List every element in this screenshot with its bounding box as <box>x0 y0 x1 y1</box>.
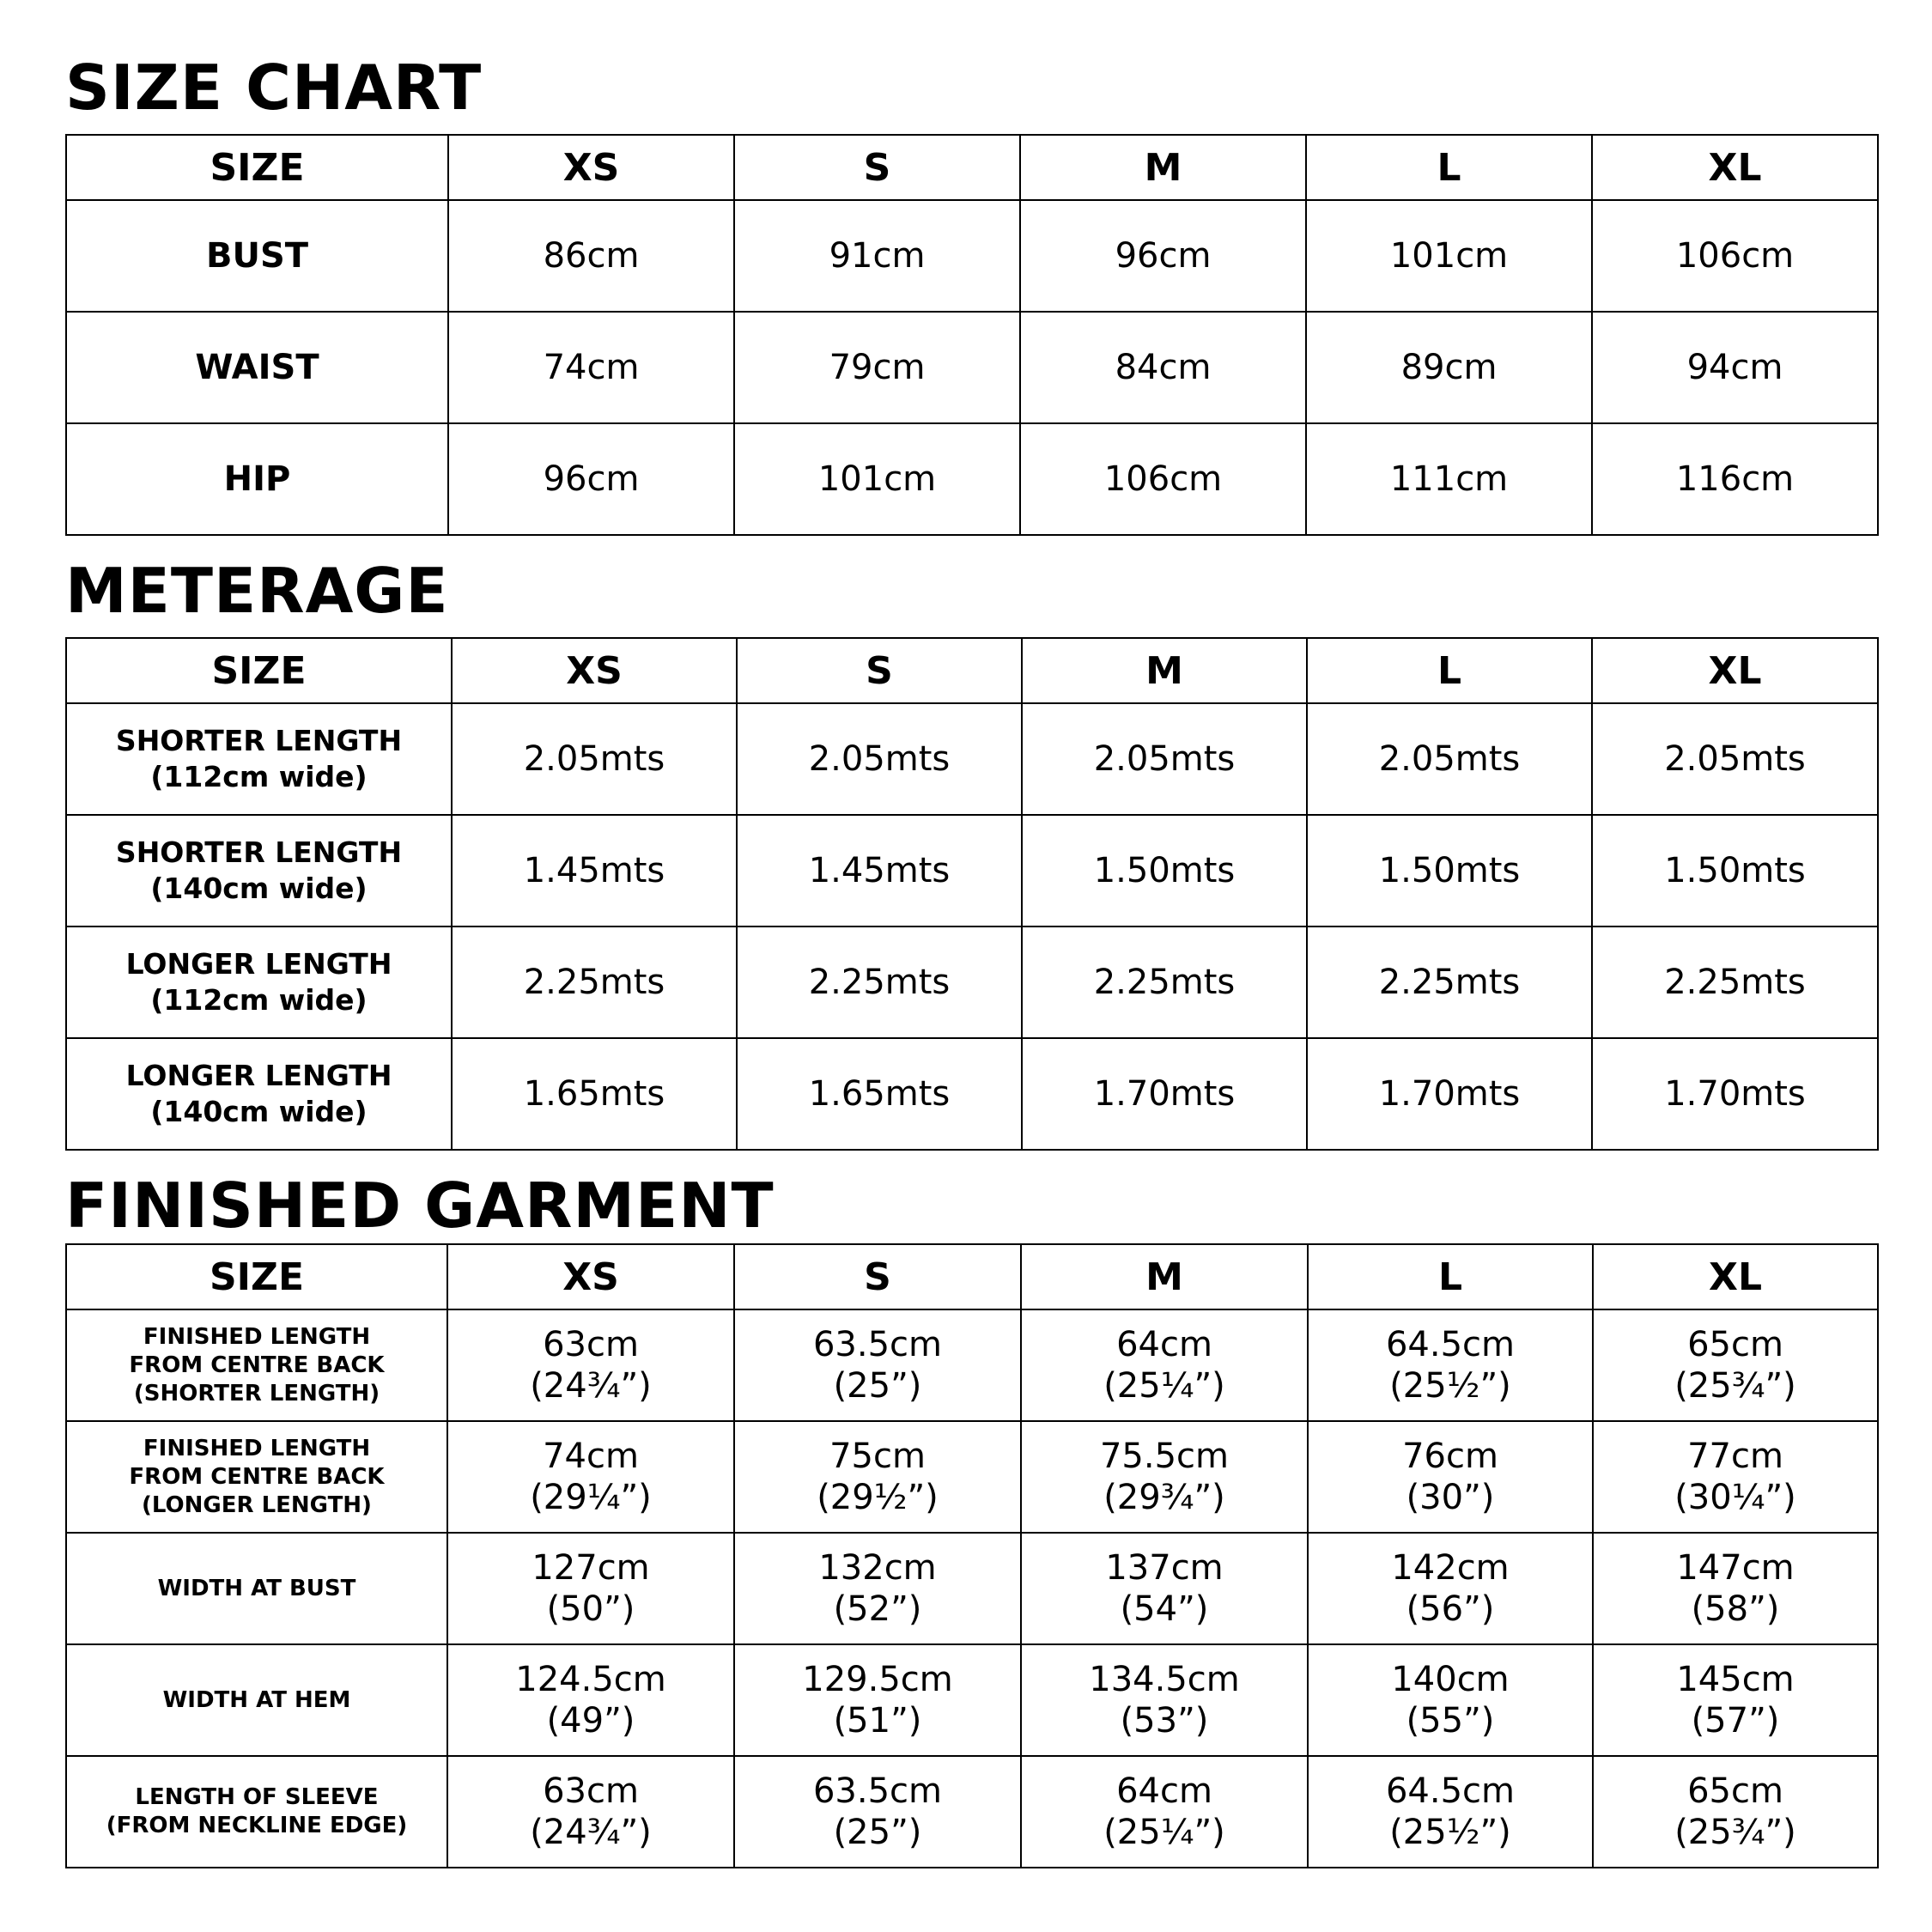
row-label <box>66 703 452 815</box>
value-cell <box>734 1644 1021 1756</box>
value-cell <box>1308 1756 1593 1868</box>
row-label-line: (112cm wide) <box>150 760 368 793</box>
value-cm: 132cm <box>818 1548 937 1588</box>
row-label <box>66 1756 447 1868</box>
size-chart-table <box>65 134 1879 536</box>
value-cell <box>447 1421 734 1533</box>
value-cell: 1.70mts <box>1307 1038 1592 1150</box>
value-cell <box>1593 1644 1878 1756</box>
value-cell <box>734 1309 1021 1421</box>
value-cell <box>447 1644 734 1756</box>
value-cell: 1.50mts <box>1307 815 1592 927</box>
value-cell: 1.65mts <box>452 1038 737 1150</box>
value-inches: (25½”) <box>1389 1366 1511 1406</box>
row-label: HIP <box>66 423 448 535</box>
value-cell: 2.05mts <box>1022 703 1307 815</box>
value-cell <box>1308 1421 1593 1533</box>
value-cell <box>1021 1421 1308 1533</box>
value-cell <box>1308 1309 1593 1421</box>
value-inches: (30¼”) <box>1674 1478 1796 1517</box>
value-cell <box>1593 1756 1878 1868</box>
value-cell <box>1021 1309 1308 1421</box>
value-cell <box>447 1533 734 1644</box>
header-cell: SIZE <box>66 135 448 200</box>
header-cell: S <box>737 638 1022 703</box>
value-cell <box>734 1421 1021 1533</box>
value-cell: 89cm <box>1306 312 1592 423</box>
header-cell: XL <box>1592 638 1878 703</box>
table-row <box>66 927 1878 1038</box>
value-cell: 79cm <box>734 312 1020 423</box>
value-inches: (29½”) <box>817 1478 939 1517</box>
value-inches: (25½”) <box>1389 1813 1511 1852</box>
value-cell <box>447 1309 734 1421</box>
header-cell: M <box>1021 1244 1308 1309</box>
row-label-line: (112cm wide) <box>150 983 368 1017</box>
meterage-table <box>65 637 1879 1151</box>
row-label-line: WIDTH AT BUST <box>157 1575 356 1601</box>
table-row <box>66 1309 1878 1421</box>
value-cell: 2.25mts <box>1022 927 1307 1038</box>
value-cm: 64cm <box>1116 1325 1212 1364</box>
finished-garment-header-row <box>66 1244 1878 1309</box>
value-cm: 63cm <box>543 1771 639 1811</box>
value-cell <box>1308 1644 1593 1756</box>
value-inches: (29¾”) <box>1103 1478 1225 1517</box>
value-cell: 86cm <box>448 200 734 312</box>
value-cm: 75cm <box>829 1437 926 1476</box>
value-inches: (52”) <box>833 1589 922 1629</box>
meterage-header-row <box>66 638 1878 703</box>
row-label-line: (140cm wide) <box>150 872 368 905</box>
table-row <box>66 312 1878 423</box>
value-cell: 1.70mts <box>1022 1038 1307 1150</box>
table-row <box>66 1644 1878 1756</box>
header-cell: M <box>1022 638 1307 703</box>
value-cell: 74cm <box>448 312 734 423</box>
value-cell: 2.05mts <box>737 703 1022 815</box>
header-cell: XL <box>1592 135 1878 200</box>
value-cm: 74cm <box>543 1437 639 1476</box>
row-label-line: (LONGER LENGTH) <box>142 1492 372 1518</box>
row-label-line: LONGER LENGTH <box>125 1059 392 1092</box>
value-cm: 142cm <box>1391 1548 1510 1588</box>
table-row <box>66 1421 1878 1533</box>
value-inches: (50”) <box>546 1589 635 1629</box>
row-label: WAIST <box>66 312 448 423</box>
value-cm: 64.5cm <box>1385 1325 1516 1364</box>
value-cm: 129.5cm <box>802 1660 953 1699</box>
value-cm: 127cm <box>532 1548 650 1588</box>
row-label <box>66 1309 447 1421</box>
size-chart-header-row <box>66 135 1878 200</box>
value-cell: 111cm <box>1306 423 1592 535</box>
table-row <box>66 1038 1878 1150</box>
table-row <box>66 200 1878 312</box>
row-label-line: LENGTH OF SLEEVE <box>135 1784 379 1810</box>
header-cell: SIZE <box>66 1244 447 1309</box>
row-label-line: WIDTH AT HEM <box>162 1686 351 1713</box>
row-label-line: SHORTER LENGTH <box>115 724 403 757</box>
value-cm: 75.5cm <box>1099 1437 1230 1476</box>
value-inches: (53”) <box>1120 1701 1209 1741</box>
table-row <box>66 423 1878 535</box>
row-label-line: LONGER LENGTH <box>125 947 392 981</box>
value-inches: (56”) <box>1406 1589 1495 1629</box>
value-cm: 65cm <box>1687 1771 1783 1811</box>
value-cm: 140cm <box>1391 1660 1510 1699</box>
value-cell <box>1308 1533 1593 1644</box>
table-row <box>66 703 1878 815</box>
size-chart-title: SIZE CHART <box>65 52 483 124</box>
table-row <box>66 815 1878 927</box>
value-inches: (49”) <box>546 1701 635 1741</box>
row-label <box>66 815 452 927</box>
finished-garment-title: FINISHED GARMENT <box>65 1170 775 1242</box>
header-cell: SIZE <box>66 638 452 703</box>
value-cell <box>1021 1644 1308 1756</box>
header-cell: L <box>1307 638 1592 703</box>
value-cell: 96cm <box>448 423 734 535</box>
value-cm: 145cm <box>1676 1660 1795 1699</box>
header-cell: XS <box>452 638 737 703</box>
header-cell: S <box>734 135 1020 200</box>
header-cell: S <box>734 1244 1021 1309</box>
value-cm: 64cm <box>1116 1771 1212 1811</box>
row-label <box>66 1644 447 1756</box>
value-cell: 94cm <box>1592 312 1878 423</box>
value-inches: (29¼”) <box>530 1478 652 1517</box>
value-cell: 2.05mts <box>1592 703 1878 815</box>
row-label-line: (SHORTER LENGTH) <box>133 1380 380 1406</box>
header-cell: XS <box>448 135 734 200</box>
value-cell: 101cm <box>1306 200 1592 312</box>
value-cell: 1.45mts <box>737 815 1022 927</box>
value-cell <box>734 1756 1021 1868</box>
row-label-line: FINISHED LENGTH <box>143 1435 371 1461</box>
value-cm: 134.5cm <box>1089 1660 1240 1699</box>
table-row <box>66 1756 1878 1868</box>
value-cell: 106cm <box>1020 423 1306 535</box>
value-cm: 65cm <box>1687 1325 1783 1364</box>
row-label-line: SHORTER LENGTH <box>115 835 403 869</box>
value-cell: 106cm <box>1592 200 1878 312</box>
value-inches: (58”) <box>1691 1589 1780 1629</box>
value-cell: 2.25mts <box>1592 927 1878 1038</box>
value-inches: (24¾”) <box>530 1813 652 1852</box>
row-label-line: FROM CENTRE BACK <box>129 1463 385 1490</box>
value-cell: 1.65mts <box>737 1038 1022 1150</box>
header-cell: XL <box>1593 1244 1878 1309</box>
value-inches: (25¾”) <box>1674 1813 1796 1852</box>
value-cell: 2.25mts <box>737 927 1022 1038</box>
header-cell: M <box>1020 135 1306 200</box>
value-cell: 1.70mts <box>1592 1038 1878 1150</box>
value-inches: (25”) <box>833 1813 922 1852</box>
value-cell: 1.50mts <box>1022 815 1307 927</box>
value-cell: 2.05mts <box>452 703 737 815</box>
row-label: BUST <box>66 200 448 312</box>
value-cell: 91cm <box>734 200 1020 312</box>
value-inches: (24¾”) <box>530 1366 652 1406</box>
row-label-line: FINISHED LENGTH <box>143 1323 371 1350</box>
header-cell: XS <box>447 1244 734 1309</box>
value-cell <box>447 1756 734 1868</box>
value-cell: 2.05mts <box>1307 703 1592 815</box>
value-cell <box>1021 1533 1308 1644</box>
meterage-title: METERAGE <box>65 555 449 627</box>
value-cell: 2.25mts <box>452 927 737 1038</box>
table-row <box>66 1533 1878 1644</box>
value-cell <box>1021 1756 1308 1868</box>
value-cell: 1.50mts <box>1592 815 1878 927</box>
value-inches: (30”) <box>1406 1478 1495 1517</box>
value-cm: 63cm <box>543 1325 639 1364</box>
value-cm: 137cm <box>1105 1548 1224 1588</box>
value-inches: (25”) <box>833 1366 922 1406</box>
header-cell: L <box>1306 135 1592 200</box>
row-label-line: (140cm wide) <box>150 1095 368 1128</box>
value-inches: (25¼”) <box>1103 1366 1225 1406</box>
value-inches: (51”) <box>833 1701 922 1741</box>
value-cm: 77cm <box>1687 1437 1783 1476</box>
value-inches: (54”) <box>1120 1589 1209 1629</box>
value-cm: 63.5cm <box>812 1771 943 1811</box>
value-inches: (55”) <box>1406 1701 1495 1741</box>
row-label-line: FROM CENTRE BACK <box>129 1352 385 1378</box>
value-cm: 63.5cm <box>812 1325 943 1364</box>
finished-garment-table <box>65 1243 1879 1868</box>
row-label <box>66 1533 447 1644</box>
header-cell: L <box>1308 1244 1593 1309</box>
value-cell <box>734 1533 1021 1644</box>
value-cm: 76cm <box>1402 1437 1498 1476</box>
value-cell <box>1593 1309 1878 1421</box>
value-cell: 116cm <box>1592 423 1878 535</box>
value-cm: 64.5cm <box>1385 1771 1516 1811</box>
value-inches: (57”) <box>1691 1701 1780 1741</box>
row-label <box>66 1038 452 1150</box>
value-cell: 1.45mts <box>452 815 737 927</box>
value-cm: 124.5cm <box>515 1660 666 1699</box>
value-cell: 84cm <box>1020 312 1306 423</box>
value-cm: 147cm <box>1676 1548 1795 1588</box>
value-cell: 96cm <box>1020 200 1306 312</box>
value-inches: (25¾”) <box>1674 1366 1796 1406</box>
row-label <box>66 1421 447 1533</box>
value-inches: (25¼”) <box>1103 1813 1225 1852</box>
row-label <box>66 927 452 1038</box>
value-cell <box>1593 1533 1878 1644</box>
value-cell: 2.25mts <box>1307 927 1592 1038</box>
value-cell <box>1593 1421 1878 1533</box>
value-cell: 101cm <box>734 423 1020 535</box>
row-label-line: (FROM NECKLINE EDGE) <box>106 1813 408 1838</box>
